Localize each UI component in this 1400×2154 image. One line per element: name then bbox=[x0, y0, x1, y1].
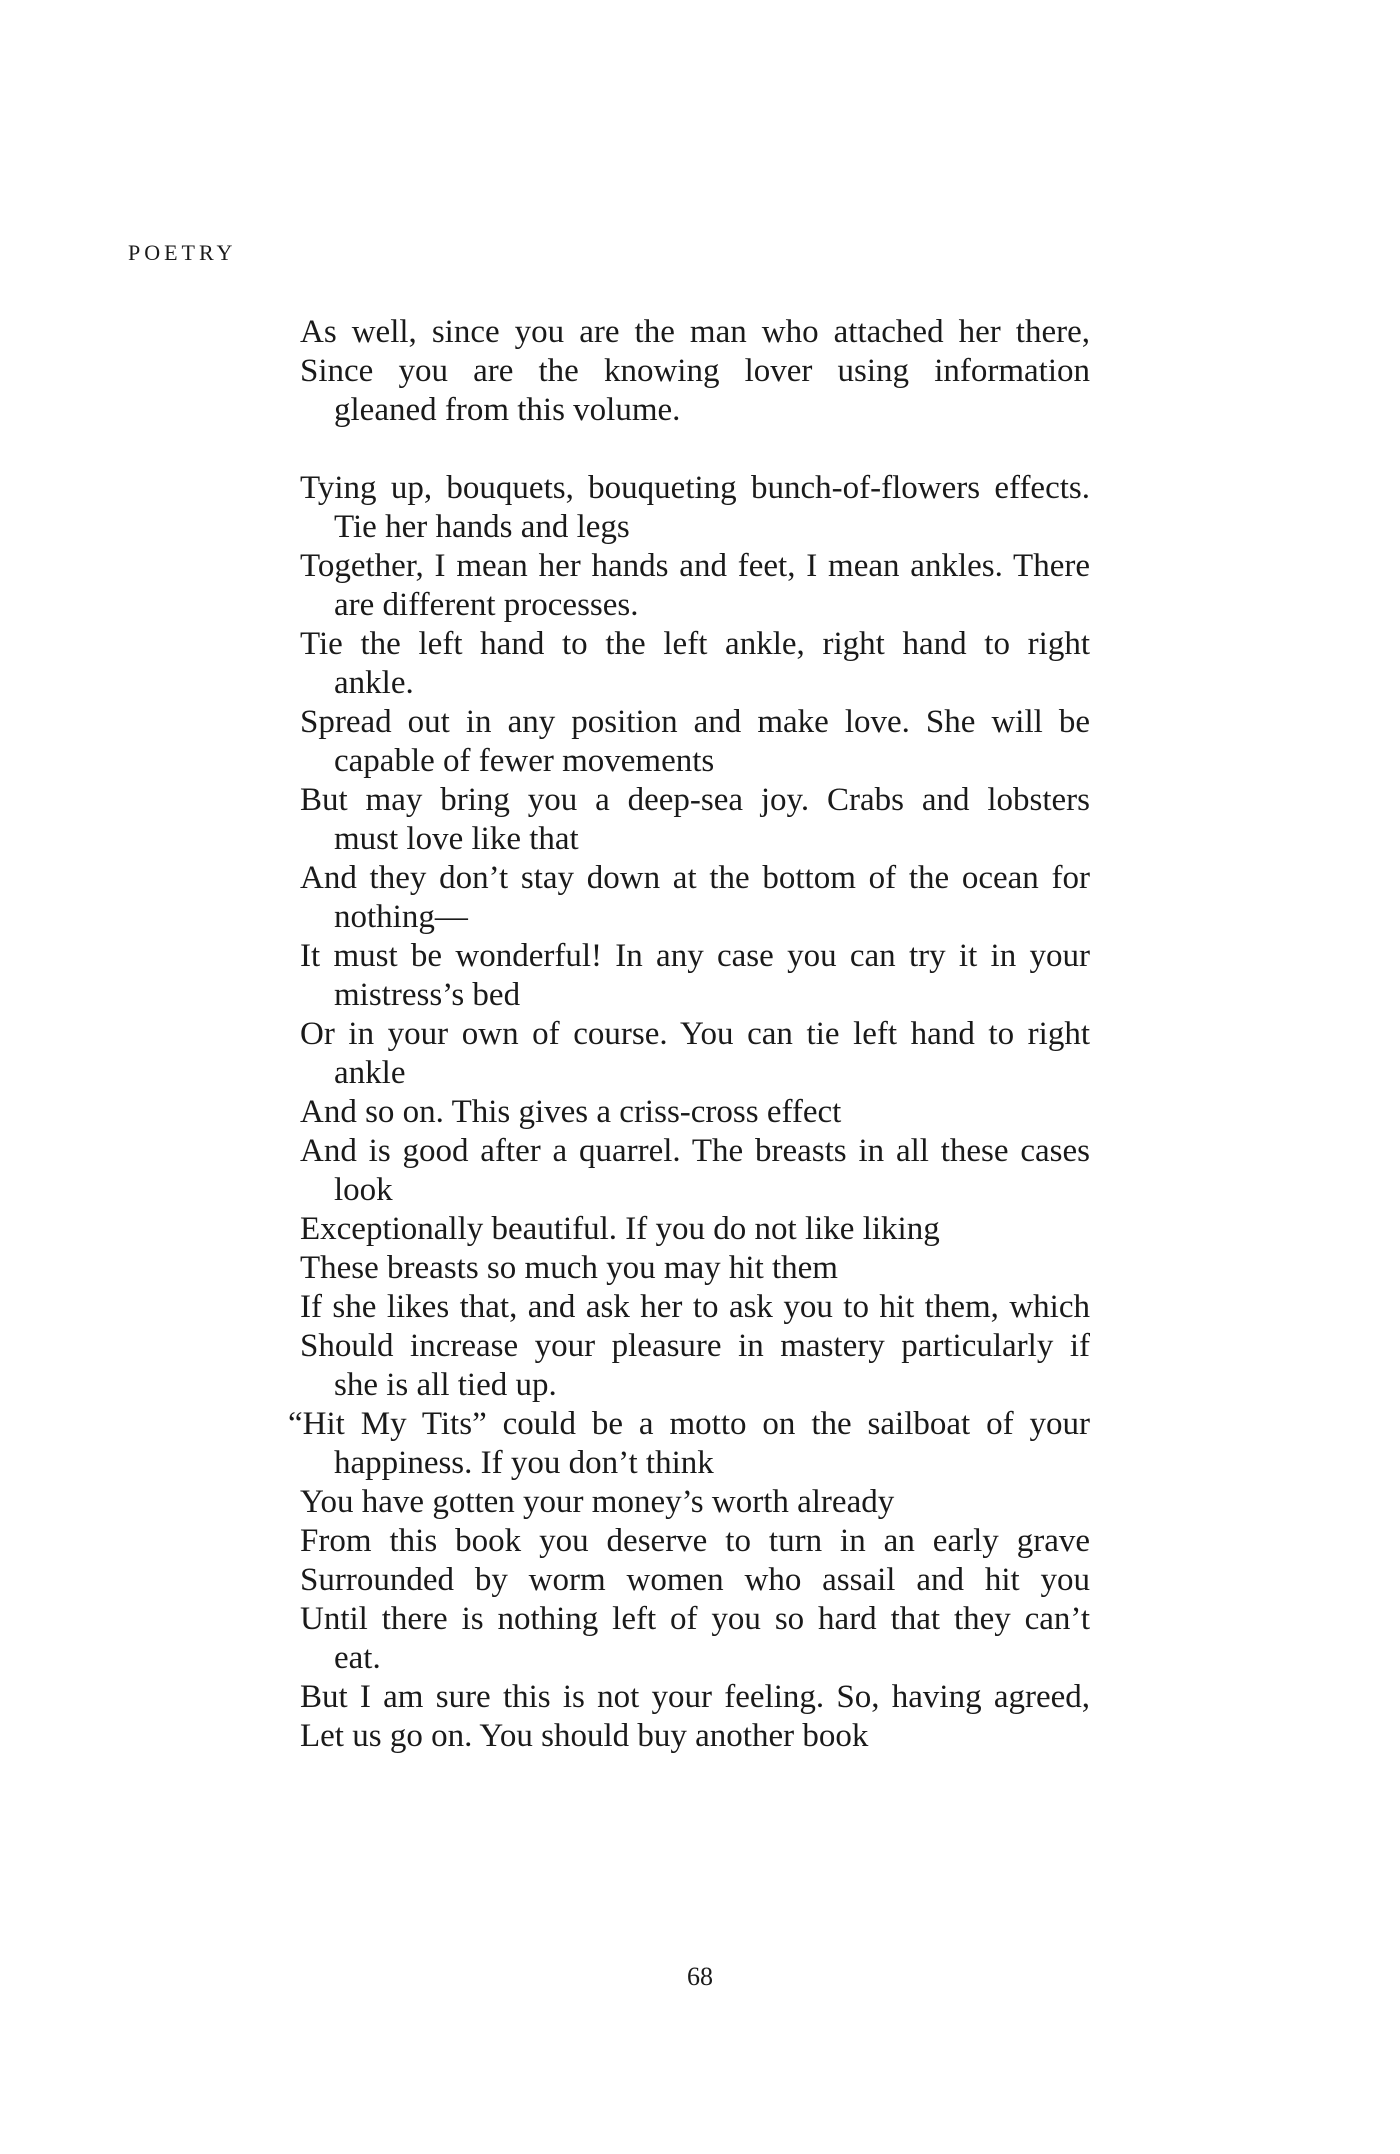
poem-line-continuation: happiness. If you don’t think bbox=[334, 1445, 714, 1481]
poem-line: It must be wonderful! In any case you can try it in your bbox=[300, 938, 1090, 974]
poem-line: Surrounded by worm women who assail and hit you bbox=[300, 1562, 1090, 1598]
poem-line: Until there is nothing left of you so hard that they can’t bbox=[300, 1601, 1090, 1637]
poem-line-continuation: ankle bbox=[334, 1055, 406, 1091]
poem-line: And is good after a quarrel. The breasts in all these cases bbox=[300, 1133, 1090, 1169]
poem-line: But I am sure this is not your feeling. So, having agreed, bbox=[300, 1679, 1090, 1715]
poem-line: Tying up, bouquets, bouqueting bunch-of-flowers effects. bbox=[300, 470, 1090, 506]
poem-line: These breasts so much you may hit them bbox=[300, 1250, 838, 1286]
poem-line: Spread out in any position and make love. She will be bbox=[300, 704, 1090, 740]
poem-line-continuation: eat. bbox=[334, 1640, 381, 1676]
poem-line: You have gotten your money’s worth already bbox=[300, 1484, 895, 1520]
poem-line: Tie the left hand to the left ankle, right hand to right bbox=[300, 626, 1090, 662]
poem-line-continuation: must love like that bbox=[334, 821, 579, 857]
stanza bbox=[288, 469, 1090, 1756]
poem-line: From this book you deserve to turn in an early grave bbox=[300, 1523, 1090, 1559]
poem-line: And so on. This gives a criss-cross effect bbox=[300, 1094, 842, 1130]
poem-line: And they don’t stay down at the bottom of the ocean for bbox=[300, 860, 1090, 896]
poem-line: Let us go on. You should buy another book bbox=[300, 1718, 869, 1754]
poem-line: “Hit My Tits” could be a motto on the sailboat of your bbox=[288, 1406, 1090, 1442]
poem-line-continuation: nothing— bbox=[334, 899, 468, 935]
poem-line: Should increase your pleasure in mastery particularly if bbox=[300, 1328, 1090, 1364]
poem-line: If she likes that, and ask her to ask you to hit them, which bbox=[300, 1289, 1090, 1325]
poem-line: Together, I mean her hands and feet, I mean ankles. There bbox=[300, 548, 1090, 584]
poem-line-continuation: capable of fewer movements bbox=[334, 743, 715, 779]
poem-line-continuation: mistress’s bed bbox=[334, 977, 521, 1013]
poem-line: But may bring you a deep-sea joy. Crabs and lobsters bbox=[300, 782, 1090, 818]
stanza bbox=[300, 313, 1090, 430]
running-head: POETRY bbox=[128, 240, 237, 265]
poem-line-continuation: gleaned from this volume. bbox=[334, 392, 681, 428]
poem-line-continuation: Tie her hands and legs bbox=[334, 509, 630, 545]
poem-line-continuation: are different processes. bbox=[334, 587, 639, 623]
poem-line: Exceptionally beautiful. If you do not like liking bbox=[300, 1211, 940, 1247]
poem-line-continuation: ankle. bbox=[334, 665, 414, 701]
page-number: 68 bbox=[687, 1962, 713, 1991]
poem-line-continuation: look bbox=[334, 1172, 393, 1208]
poem-body bbox=[288, 313, 1090, 1756]
poem-line: Since you are the knowing lover using information bbox=[300, 353, 1090, 389]
poem-line: As well, since you are the man who attached her there, bbox=[300, 314, 1090, 350]
stanza-break bbox=[300, 430, 1090, 469]
poem-line-continuation: she is all tied up. bbox=[334, 1367, 557, 1403]
poem-line: Or in your own of course. You can tie left hand to right bbox=[300, 1016, 1090, 1052]
